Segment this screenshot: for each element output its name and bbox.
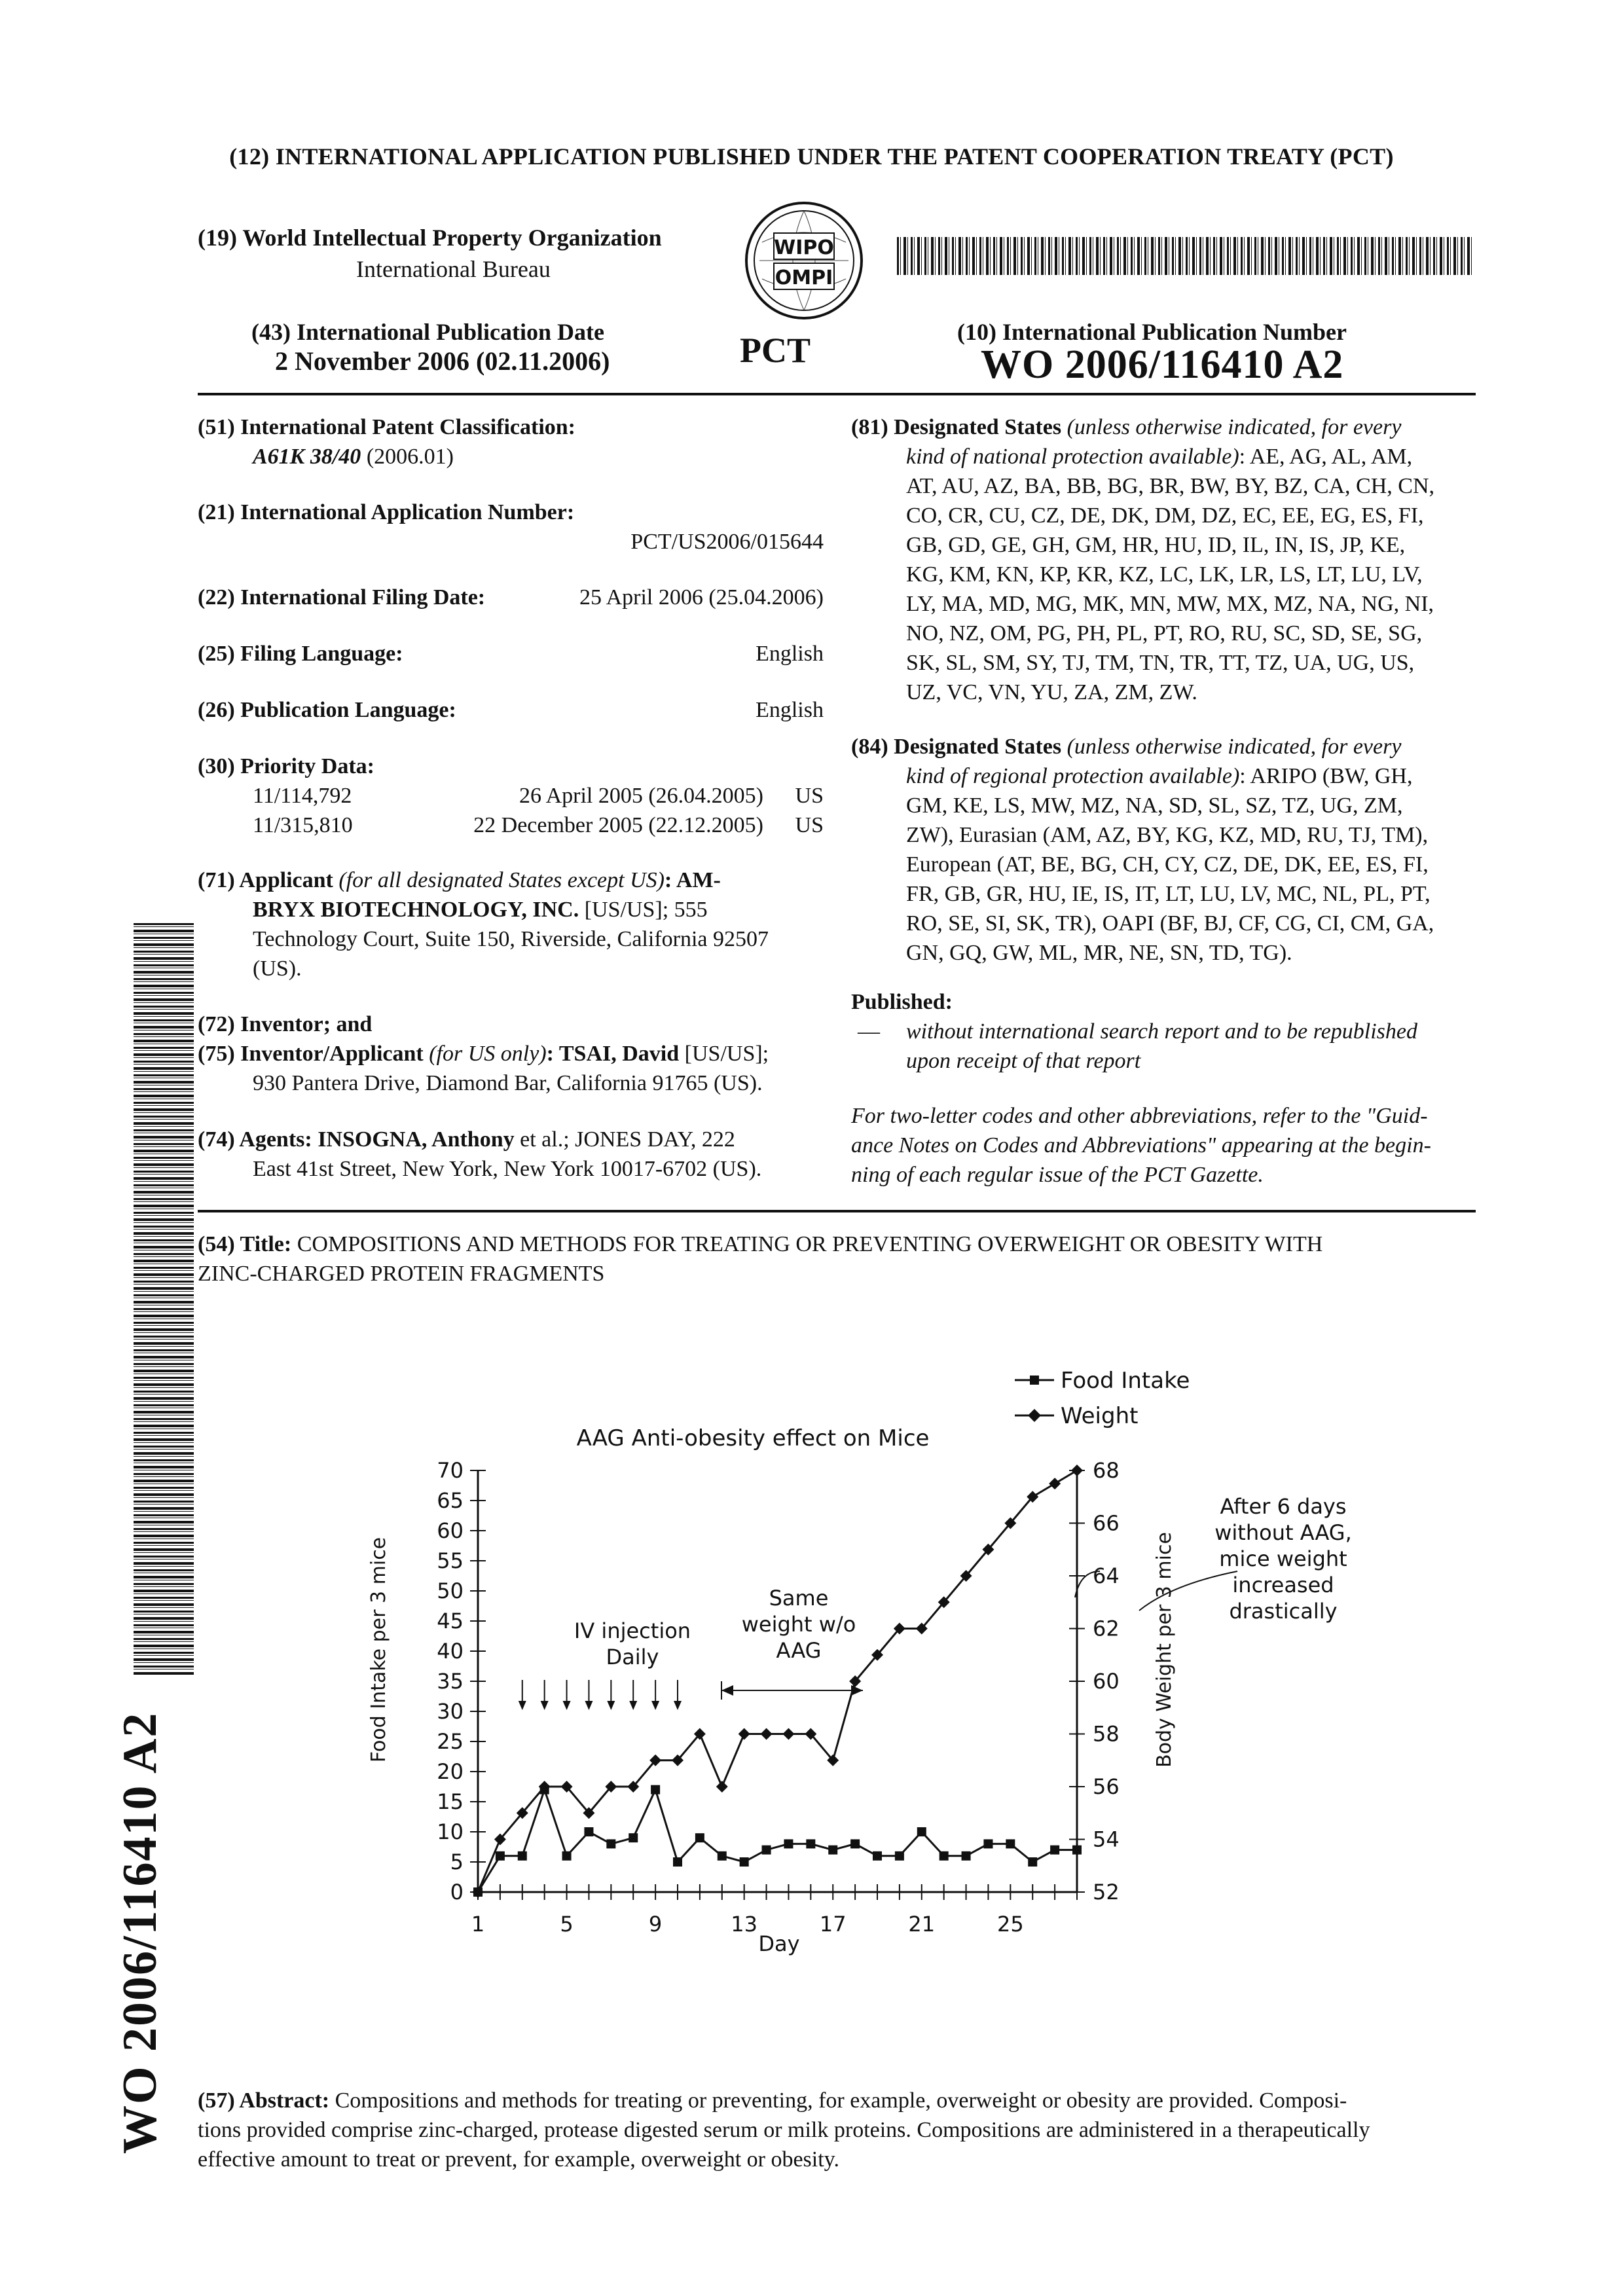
designated-states-national-line: NO, NZ, OM, PG, PH, PL, PT, RO, RU, SC, SD, SE, SG, <box>906 621 1423 646</box>
x-tick-label: 21 <box>908 1912 936 1937</box>
filing-date: 25 April 2006 (25.04.2006) <box>579 585 824 610</box>
weight-point <box>782 1728 794 1740</box>
designated-states-regional-line: GM, KE, LS, MW, MZ, NA, SD, SL, SZ, TZ, UG, ZM, <box>906 793 1403 818</box>
food-intake-point <box>939 1851 949 1861</box>
published-status: without international search report and to be republished <box>906 1019 1418 1044</box>
food-intake-point <box>983 1839 993 1848</box>
annotation-after: increased <box>1232 1573 1334 1597</box>
published-label: Published: <box>851 990 953 1014</box>
classification-label: (51) International Patent Classification: <box>198 415 576 439</box>
designated-states-regional-line: GN, GQ, GW, ML, MR, NE, SN, TD, TG). <box>906 941 1292 965</box>
y-right-tick-label: 54 <box>1093 1827 1120 1852</box>
y-right-tick-label: 60 <box>1093 1669 1120 1694</box>
iv-arrow-head <box>541 1701 549 1710</box>
abstract: (57) Abstract: Compositions and methods for treating or preventing, for example, overweight or obesity are provided. Composi- <box>198 2088 1347 2113</box>
y-right-label-group <box>1153 1532 1176 1768</box>
iv-arrow-head <box>651 1701 659 1710</box>
food-intake-point <box>1006 1839 1015 1848</box>
iv-arrow-head <box>607 1701 615 1710</box>
annotation-after: mice weight <box>1219 1546 1347 1571</box>
designated-states-regional-line: RO, SE, SI, SK, TR), OAPI (BF, BJ, CF, CG, CI, CM, GA, <box>906 911 1434 936</box>
invention-title-cont: ZINC-CHARGED PROTEIN FRAGMENTS <box>198 1262 605 1286</box>
food-intake-series <box>473 1785 1082 1897</box>
priority-date: 22 December 2005 (22.12.2005) <box>473 813 763 837</box>
agents-address: East 41st Street, New York, New York 10017-6702 (US). <box>253 1157 762 1181</box>
pct-label: PCT <box>740 331 811 370</box>
designated-states-regional-line: ZW), Eurasian (AM, AZ, BY, KG, KZ, MD, RU, TJ, TM), <box>906 823 1429 847</box>
y-right-tick-label: 56 <box>1093 1774 1120 1799</box>
x-tick-label: 5 <box>560 1912 574 1937</box>
y-left-tick-label: 70 <box>437 1458 464 1483</box>
food-intake-point <box>562 1851 572 1861</box>
food-intake-point <box>518 1851 527 1861</box>
x-tick-label: 9 <box>648 1912 663 1937</box>
iv-arrow-head <box>563 1701 571 1710</box>
y-left-axis-label: Food Intake per 3 mice <box>367 1537 390 1763</box>
inventor-label: (72) Inventor; and <box>198 1012 373 1036</box>
food-intake-point <box>695 1833 704 1842</box>
food-intake-point <box>850 1839 860 1848</box>
codes-note: ning of each regular issue of the PCT Gazette. <box>851 1163 1264 1187</box>
annotation-after: After 6 days <box>1220 1494 1347 1519</box>
designated-states-national-heading: (81) Designated States (unless otherwise indicated, for every <box>851 415 1402 439</box>
food-intake-point <box>606 1839 615 1848</box>
y-right-tick-label: 58 <box>1093 1721 1120 1747</box>
food-intake-point <box>784 1839 793 1848</box>
designated-states-national-line: kind of national protection available): AE, AG, AL, AM, <box>906 445 1413 469</box>
weight-series <box>472 1465 1083 1898</box>
food-intake-point <box>718 1851 727 1861</box>
y-right-tick-label: 62 <box>1093 1616 1120 1641</box>
barcode-side <box>134 923 194 1676</box>
y-left-tick-label: 25 <box>437 1729 464 1754</box>
filing-date-label: (22) International Filing Date: <box>198 585 486 610</box>
priority-date: 26 April 2005 (26.04.2005) <box>519 784 763 808</box>
y-left-tick-label: 15 <box>437 1789 464 1814</box>
publication-language: English <box>756 698 824 722</box>
food-intake-point <box>629 1833 638 1842</box>
x-axis-label: Day <box>758 1931 800 1956</box>
x-tick-label: 13 <box>731 1912 758 1937</box>
food-intake-point <box>496 1851 505 1861</box>
x-tick-label: 1 <box>471 1912 485 1937</box>
legend-weight-marker <box>1028 1409 1041 1422</box>
header-rule <box>198 393 1476 395</box>
iv-arrow-head <box>585 1701 593 1710</box>
food-intake-point <box>962 1851 971 1861</box>
designated-states-regional-line: European (AT, BE, BG, CH, CY, CZ, DE, DK, EE, ES, FI, <box>906 852 1429 877</box>
inventor-applicant: (75) Inventor/Applicant (for US only): TSAI, David [US/US]; <box>198 1042 769 1066</box>
iv-arrow-head <box>519 1701 526 1710</box>
weight-point <box>739 1728 750 1740</box>
application-number-label: (21) International Application Number: <box>198 500 575 524</box>
application-number: PCT/US2006/015644 <box>630 530 824 554</box>
y-left-tick-label: 10 <box>437 1819 464 1844</box>
designated-states-national-line: GB, GD, GE, GH, GM, HR, HU, ID, IL, IN, IS, JP, KE, <box>906 533 1406 557</box>
abstract-cont: effective amount to treat or prevent, for example, overweight or obesity. <box>198 2147 839 2172</box>
priority-data-label: (30) Priority Data: <box>198 754 375 778</box>
y-left-tick-label: 40 <box>437 1639 464 1664</box>
publication-type-heading: (12) INTERNATIONAL APPLICATION PUBLISHED UNDER THE PATENT COOPERATION TREATY (PCT) <box>229 143 1394 170</box>
food-intake-point <box>1072 1846 1082 1855</box>
anti-obesity-chart <box>340 1349 1362 2043</box>
y-right-tick-label: 68 <box>1093 1458 1120 1483</box>
weight-point <box>761 1728 773 1740</box>
publication-language-label: (26) Publication Language: <box>198 698 456 722</box>
priority-country: US <box>795 784 824 808</box>
designated-states-national-line: SK, SL, SM, SY, TJ, TM, TN, TR, TT, TZ, UA, UG, US, <box>906 651 1415 675</box>
y-right-tick-label: 66 <box>1093 1510 1120 1536</box>
legend-food-marker <box>1030 1376 1039 1385</box>
applicant-line-1: (71) Applicant (for all designated States except US): AM- <box>198 868 721 892</box>
annotation-same: Same <box>769 1586 829 1611</box>
designated-states-regional-heading: (84) Designated States (unless otherwise indicated, for every <box>851 735 1402 759</box>
food-intake-point <box>806 1839 815 1848</box>
annotation-after: without AAG, <box>1214 1520 1352 1545</box>
section-rule <box>198 1210 1476 1212</box>
invention-title: (54) Title: COMPOSITIONS AND METHODS FOR TREATING OR PREVENTING OVERWEIGHT OR OBESITY WITH <box>198 1232 1323 1256</box>
designated-states-regional-line: FR, GB, GR, HU, IE, IS, IT, LT, LU, LV, MC, NL, PL, PT, <box>906 882 1431 906</box>
abstract-cont: tions provided comprise zinc-charged, protease digested serum or milk proteins. Compositions are administered in a therapeutically <box>198 2118 1370 2142</box>
legend-food-label: Food Intake <box>1061 1368 1190 1394</box>
iv-arrow-head <box>674 1701 682 1710</box>
applicant-line-2: BRYX BIOTECHNOLOGY, INC. [US/US]; 555 <box>253 898 708 922</box>
x-tick-label: 17 <box>819 1912 847 1937</box>
y-left-tick-label: 60 <box>437 1518 464 1543</box>
food-intake-point <box>1028 1857 1037 1867</box>
iv-injection-arrows <box>519 1680 682 1710</box>
publication-date: 2 November 2006 (02.11.2006) <box>275 346 610 376</box>
y-right-tick-label: 64 <box>1093 1563 1120 1588</box>
food-intake-point <box>673 1857 682 1867</box>
annotation-same-weight: weight w/o <box>741 1612 856 1637</box>
filing-language-label: (25) Filing Language: <box>198 642 403 666</box>
y-left-tick-label: 55 <box>437 1548 464 1573</box>
y-left-tick-label: 5 <box>450 1850 464 1874</box>
weight-point <box>1049 1478 1061 1489</box>
applicant-address: Technology Court, Suite 150, Riverside, California 92507 <box>253 927 769 951</box>
designated-states-national-line: CO, CR, CU, CZ, DE, DK, DM, DZ, EC, EE, EG, ES, FI, <box>906 503 1424 528</box>
y-left-tick-label: 50 <box>437 1578 464 1603</box>
published-dash: — <box>858 1019 880 1044</box>
publication-date-label: (43) International Publication Date <box>251 319 604 345</box>
annotation-iv: IV injection <box>574 1618 691 1643</box>
organization-subtitle: International Bureau <box>356 256 551 282</box>
codes-note: ance Notes on Codes and Abbreviations" appearing at the begin- <box>851 1133 1431 1157</box>
food-intake-point <box>917 1827 926 1836</box>
food-intake-point <box>651 1785 660 1795</box>
y-right-tick-label: 52 <box>1093 1880 1120 1904</box>
logo-text-bottom: OMPI <box>775 266 833 289</box>
food-intake-point <box>740 1857 749 1867</box>
food-intake-point <box>762 1846 771 1855</box>
y-left-tick-label: 0 <box>450 1880 464 1904</box>
priority-number: 11/315,810 <box>253 813 353 837</box>
food-intake-point <box>1050 1846 1059 1855</box>
publication-number: WO 2006/116410 A2 <box>981 342 1344 387</box>
designated-states-national-line: KG, KM, KN, KP, KR, KZ, LC, LK, LR, LS, LT, LU, LV, <box>906 562 1423 587</box>
annotation-iv-daily: Daily <box>606 1645 659 1669</box>
y-left-label-group <box>367 1537 390 1762</box>
weight-point <box>716 1781 728 1793</box>
weight-line <box>478 1470 1077 1892</box>
y-left-tick-label: 20 <box>437 1759 464 1784</box>
chart-axes <box>437 1458 1119 1937</box>
same-weight-bracket <box>721 1681 863 1700</box>
organization-name: (19) World Intellectual Property Organization <box>198 225 662 251</box>
x-tick-label: 25 <box>996 1912 1024 1937</box>
classification-value <box>253 442 454 471</box>
agents: (74) Agents: INSOGNA, Anthony et al.; JONES DAY, 222 <box>198 1127 735 1152</box>
filing-language: English <box>756 642 824 666</box>
published-status-cont: upon receipt of that report <box>906 1049 1141 1073</box>
food-intake-point <box>828 1846 837 1855</box>
iv-arrow-head <box>629 1701 637 1710</box>
y-left-tick-label: 65 <box>437 1488 464 1513</box>
designated-states-regional-line: kind of regional protection available): ARIPO (BW, GH, <box>906 764 1413 788</box>
legend-weight-label: Weight <box>1061 1403 1139 1429</box>
codes-note: For two-letter codes and other abbreviations, refer to the "Guid- <box>851 1104 1428 1128</box>
logo-text-top: WIPO <box>774 236 834 259</box>
food-intake-point <box>873 1851 882 1861</box>
y-left-tick-label: 45 <box>437 1609 464 1633</box>
annotation-same-aag: AAG <box>776 1638 822 1663</box>
y-left-tick-label: 30 <box>437 1699 464 1724</box>
food-intake-point <box>584 1827 593 1836</box>
barcode-top <box>897 237 1473 275</box>
priority-country: US <box>795 813 824 837</box>
chart-title: AAG Anti-obesity effect on Mice <box>576 1425 930 1451</box>
designated-states-national-line: UZ, VC, VN, YU, ZA, ZM, ZW. <box>906 680 1197 704</box>
classification-year: (2006.01) <box>366 445 454 469</box>
priority-number: 11/114,792 <box>253 784 352 808</box>
chart-legend <box>1015 1368 1190 1429</box>
publication-number-label: (10) International Publication Number <box>957 319 1347 345</box>
food-intake-point <box>895 1851 904 1861</box>
classification-code: A61K 38/40 <box>253 445 361 469</box>
side-publication-number: WO 2006/116410 A2 <box>113 1711 167 2154</box>
applicant-country: (US). <box>253 957 302 981</box>
y-right-axis-label: Body Weight per 3 mice <box>1153 1532 1176 1768</box>
designated-states-national-line: LY, MA, MD, MG, MK, MN, MW, MX, MZ, NA, NG, NI, <box>906 592 1434 616</box>
designated-states-national-line: AT, AU, AZ, BA, BB, BG, BR, BW, BY, BZ, CA, CH, CN, <box>906 474 1435 498</box>
wipo-logo <box>742 196 866 325</box>
inventor-address: 930 Pantera Drive, Diamond Bar, California 91765 (US). <box>253 1071 763 1095</box>
weight-point <box>1071 1465 1083 1476</box>
annotation-after: drastically <box>1229 1599 1338 1624</box>
y-left-tick-label: 35 <box>437 1669 464 1694</box>
